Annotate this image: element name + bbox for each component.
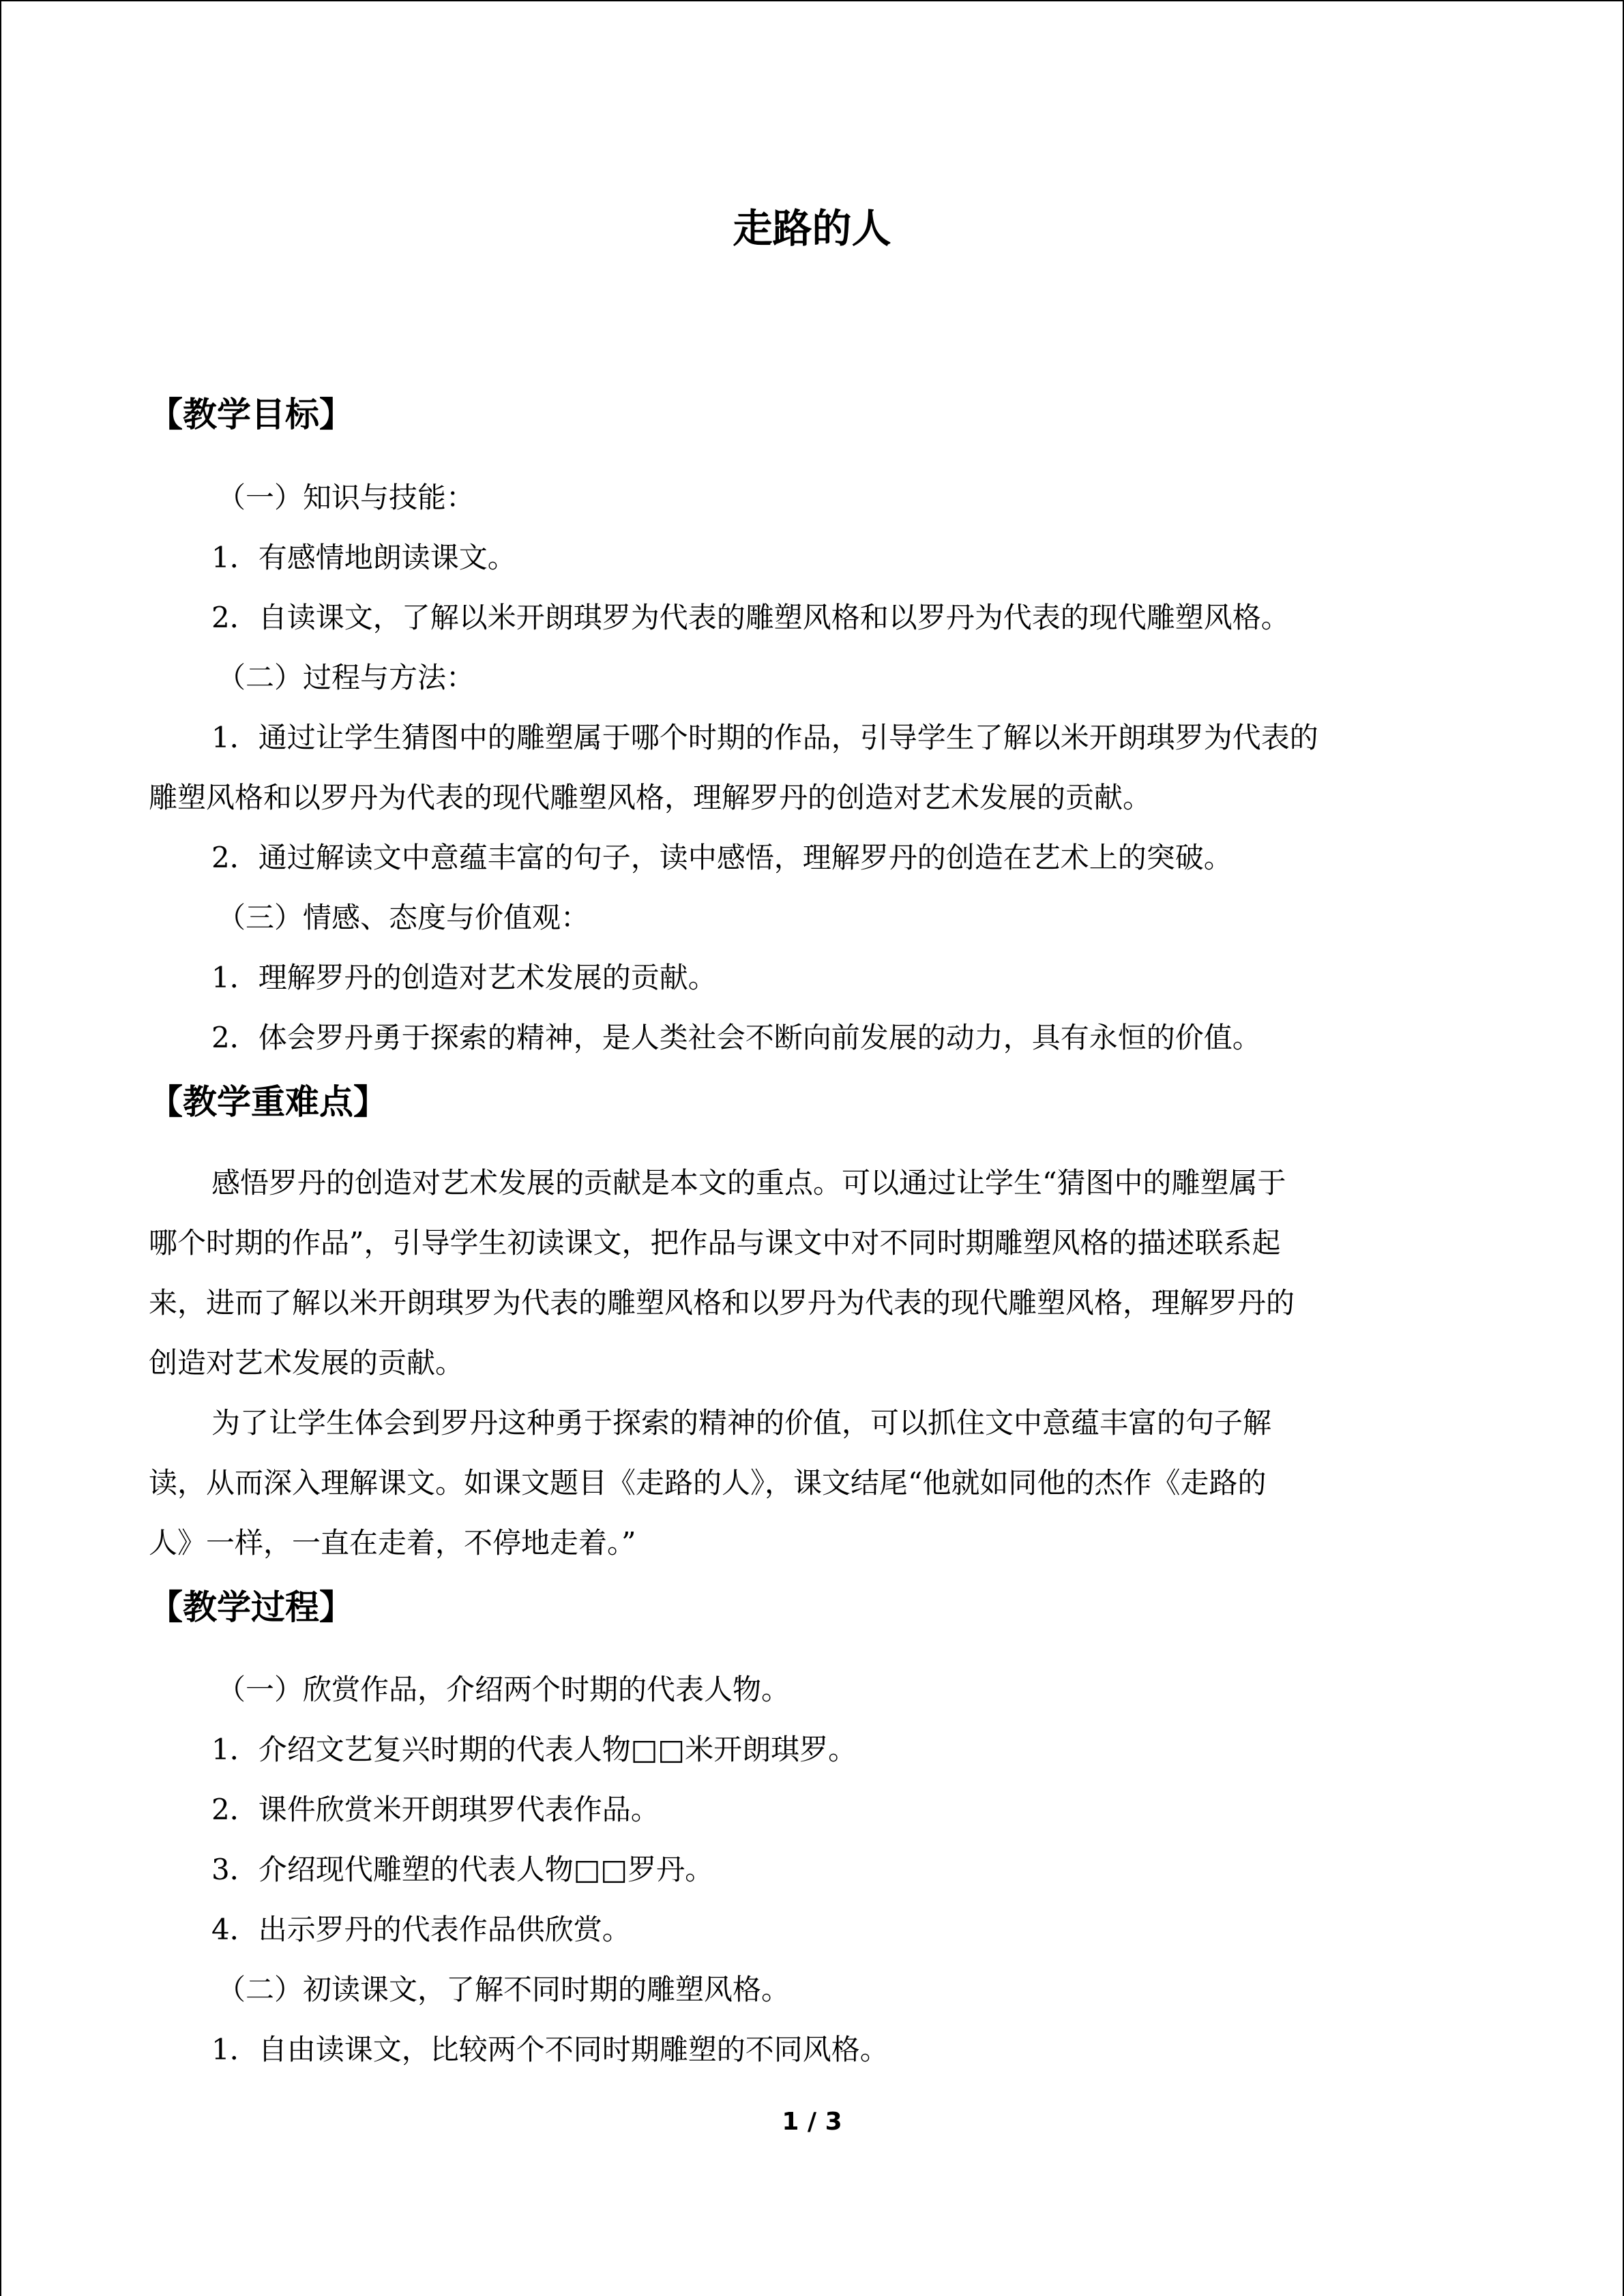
page-number: 1 / 3 xyxy=(782,2108,842,2136)
process-item: 1．介绍文艺复兴时期的代表人物□□米开朗琪罗。 xyxy=(211,1733,857,1766)
objectives-heading: 【教学目标】 xyxy=(149,395,353,434)
key-points-paragraph-line: 人》一样，一直在走着，不停地走着。” xyxy=(149,1526,636,1560)
process-heading: 【教学过程】 xyxy=(149,1587,353,1627)
objectives-item-continuation: 雕塑风格和以罗丹为代表的现代雕塑风格，理解罗丹的创造对艺术发展的贡献。 xyxy=(149,781,1152,814)
process-item: 1．自由读课文，比较两个不同时期雕塑的不同风格。 xyxy=(211,2033,889,2066)
key-points-paragraph-line: 来，进而了解以米开朗琪罗为代表的雕塑风格和以罗丹为代表的现代雕塑风格，理解罗丹的 xyxy=(149,1286,1295,1320)
objectives-item: 1．通过让学生猜图中的雕塑属于哪个时期的作品，引导学生了解以米开朗琪罗为代表的 xyxy=(211,721,1318,754)
key-points-paragraph-line: 创造对艺术发展的贡献。 xyxy=(149,1346,464,1380)
objectives-item: 1．理解罗丹的创造对艺术发展的贡献。 xyxy=(211,961,717,994)
objectives-item: 2．自读课文，了解以米开朗琪罗为代表的雕塑风格和以罗丹为代表的现代雕塑风格。 xyxy=(211,601,1290,634)
objectives-item: 1．有感情地朗读课文。 xyxy=(211,541,516,574)
process-subheading: （一）欣赏作品，介绍两个时期的代表人物。 xyxy=(217,1673,791,1706)
page-title: 走路的人 xyxy=(733,205,891,252)
key-points-paragraph-line: 哪个时期的作品”，引导学生初读课文，把作品与课文中对不同时期雕塑风格的描述联系起 xyxy=(149,1226,1281,1259)
objectives-subheading: （三）情感、态度与价值观： xyxy=(217,901,590,934)
objectives-subheading: （一）知识与技能： xyxy=(217,481,475,514)
process-subheading: （二）初读课文，了解不同时期的雕塑风格。 xyxy=(217,1973,791,2006)
objectives-subheading: （二）过程与方法： xyxy=(217,661,475,694)
objectives-item: 2．体会罗丹勇于探索的精神，是人类社会不断向前发展的动力，具有永恒的价值。 xyxy=(211,1021,1261,1054)
key-points-paragraph-line: 为了让学生体会到罗丹这种勇于探索的精神的价值，可以抓住文中意蕴丰富的句子解 xyxy=(211,1406,1272,1440)
process-item: 2．课件欣赏米开朗琪罗代表作品。 xyxy=(211,1793,660,1826)
process-item: 4．出示罗丹的代表作品供欣赏。 xyxy=(211,1913,631,1946)
process-item: 3．介绍现代雕塑的代表人物□□罗丹。 xyxy=(211,1853,714,1886)
key-points-paragraph-line: 感悟罗丹的创造对艺术发展的贡献是本文的重点。可以通过让学生“猜图中的雕塑属于 xyxy=(211,1166,1286,1199)
objectives-item: 2．通过解读文中意蕴丰富的句子，读中感悟，理解罗丹的创造在艺术上的突破。 xyxy=(211,841,1232,874)
key-points-heading: 【教学重难点】 xyxy=(149,1082,387,1122)
key-points-paragraph-line: 读，从而深入理解课文。如课文题目《走路的人》，课文结尾“他就如同他的杰作《走路的 xyxy=(149,1466,1267,1500)
